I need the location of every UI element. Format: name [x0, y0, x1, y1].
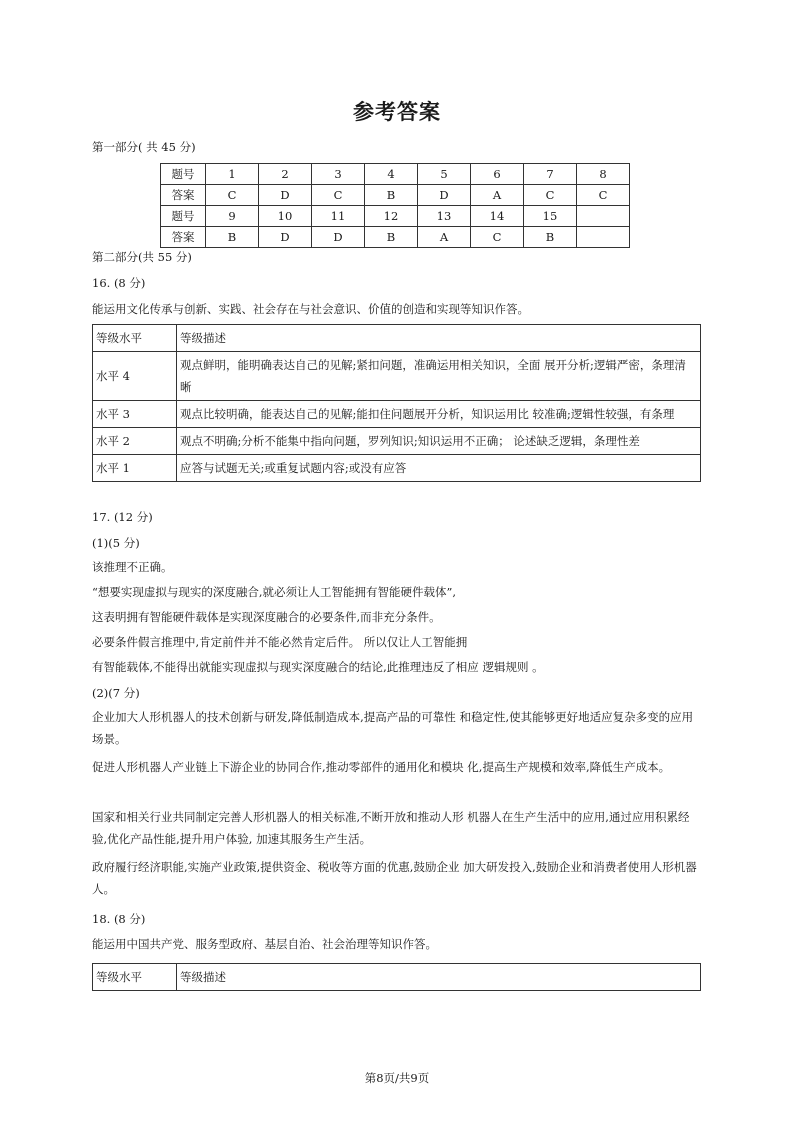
- q17-line: 该推理不正确。: [92, 560, 173, 574]
- answer-cell: C: [577, 185, 630, 206]
- table-row: [93, 401, 701, 428]
- answer-cell: C: [206, 185, 259, 206]
- level-desc: 观点鲜明，能明确表达自己的见解;紧扣问题，准确运用相关知识，全面 展开分析;逻辑严密，条理清晰: [177, 352, 701, 401]
- part2-heading: 第二部分(共 55 分): [92, 250, 192, 264]
- answer-cell: C: [312, 185, 365, 206]
- level-desc: 观点不明确;分析不能集中指向问题，罗列知识;知识运用不正确； 论述缺乏逻辑，条理性差: [177, 428, 701, 455]
- answer-cell: 4: [365, 164, 418, 185]
- header-desc: 等级描述: [177, 964, 701, 991]
- header-desc: 等级描述: [177, 325, 701, 352]
- q17-line: 必要条件假言推理中,肯定前件并不能必然肯定后件。 所以仅让人工智能拥: [92, 635, 468, 649]
- answer-cell: 3: [312, 164, 365, 185]
- level-name: 水平 1: [93, 455, 177, 482]
- q18-heading: 18. (8 分): [92, 912, 146, 926]
- header-level: 等级水平: [93, 325, 177, 352]
- table-header-row: [93, 964, 701, 991]
- answer-cell: B: [206, 227, 259, 248]
- answer-cell: 10: [259, 206, 312, 227]
- table-row: [161, 227, 630, 248]
- q17-paragraph: 促进人形机器人产业链上下游企业的协同合作,推动零部件的通用化和模块 化,提高生产规模和效率,降低生产成本。: [92, 760, 671, 774]
- answer-cell: C: [524, 185, 577, 206]
- part1-heading: 第一部分( 共 45 分): [92, 140, 196, 154]
- answer-cell: B: [365, 227, 418, 248]
- q17-part2-heading: (2)(7 分): [92, 686, 140, 700]
- q18-intro: 能运用中国共产党、服务型政府、基层自治、社会治理等知识作答。: [92, 937, 437, 951]
- answer-cell: D: [259, 227, 312, 248]
- answer-cell: A: [471, 185, 524, 206]
- answer-cell: C: [471, 227, 524, 248]
- answer-cell: D: [312, 227, 365, 248]
- answer-cell: A: [418, 227, 471, 248]
- answer-cell: 1: [206, 164, 259, 185]
- header-level: 等级水平: [93, 964, 177, 991]
- answer-cell: 14: [471, 206, 524, 227]
- answer-cell: B: [524, 227, 577, 248]
- q16-heading: 16. (8 分): [92, 276, 146, 290]
- level-desc: 观点比较明确，能表达自己的见解;能扣住问题展开分析，知识运用比 较准确;逻辑性较强，有条理: [177, 401, 701, 428]
- table-header-row: [93, 325, 701, 352]
- answer-cell: 13: [418, 206, 471, 227]
- answer-cell: 8: [577, 164, 630, 185]
- q17-heading: 17. (12 分): [92, 510, 153, 524]
- q17-line: 有智能载体,不能得出就能实现虚拟与现实深度融合的结论,此推理违反了相应 逻辑规则 。: [92, 660, 544, 674]
- answer-cell: [577, 206, 630, 227]
- answer-cell: D: [418, 185, 471, 206]
- q18-level-table: [92, 963, 701, 991]
- table-row: [161, 185, 630, 206]
- page-title: 参考答案: [353, 99, 441, 124]
- q17-paragraph: 政府履行经济职能,实施产业政策,提供资金、税收等方面的优惠,鼓励企业 加大研发投入,鼓励企业和消费者使用人形机器人。: [92, 860, 697, 896]
- answer-cell: 9: [206, 206, 259, 227]
- level-name: 水平 3: [93, 401, 177, 428]
- table-row: [161, 206, 630, 227]
- table-row: [93, 352, 701, 401]
- q16-intro: 能运用文化传承与创新、实践、社会存在与社会意识、价值的创造和实现等知识作答。: [92, 302, 529, 316]
- answer-cell: 11: [312, 206, 365, 227]
- q16-level-table: [92, 324, 701, 482]
- answer-cell: B: [365, 185, 418, 206]
- table-row: [161, 164, 630, 185]
- row-label-cell: 答案: [161, 227, 206, 248]
- q17-line: “想要实现虚拟与现实的深度融合,就必须让人工智能拥有智能硬件载体”,: [92, 585, 457, 599]
- answer-cell: 5: [418, 164, 471, 185]
- q17-part1-heading: (1)(5 分): [92, 536, 140, 550]
- answer-cell: 6: [471, 164, 524, 185]
- answer-cell: 2: [259, 164, 312, 185]
- q17-paragraph: 国家和相关行业共同制定完善人形机器人的相关标准,不断开放和推动人形 机器人在生产生活中的应用,通过应用积累经验,优化产品性能,提升用户体验, 加速其服务生产生活。: [92, 810, 690, 846]
- level-desc: 应答与试题无关;或重复试题内容;或没有应答: [177, 455, 701, 482]
- table-row: [93, 455, 701, 482]
- row-label-cell: 题号: [161, 206, 206, 227]
- q17-line: 这表明拥有智能硬件载体是实现深度融合的必要条件,而非充分条件。: [92, 610, 441, 624]
- answer-cell: [577, 227, 630, 248]
- answer-table: [160, 163, 630, 248]
- q17-paragraph: 企业加大人形机器人的技术创新与研发,降低制造成本,提高产品的可靠性 和稳定性,使其能够更好地适应复杂多变的应用场景。: [92, 710, 694, 746]
- table-row: [93, 428, 701, 455]
- row-label-cell: 题号: [161, 164, 206, 185]
- answer-cell: 12: [365, 206, 418, 227]
- answer-cell: 7: [524, 164, 577, 185]
- level-name: 水平 2: [93, 428, 177, 455]
- row-label-cell: 答案: [161, 185, 206, 206]
- level-name: 水平 4: [93, 352, 177, 401]
- page-footer: 第8页/共9页: [364, 1071, 430, 1085]
- answer-cell: 15: [524, 206, 577, 227]
- answer-cell: D: [259, 185, 312, 206]
